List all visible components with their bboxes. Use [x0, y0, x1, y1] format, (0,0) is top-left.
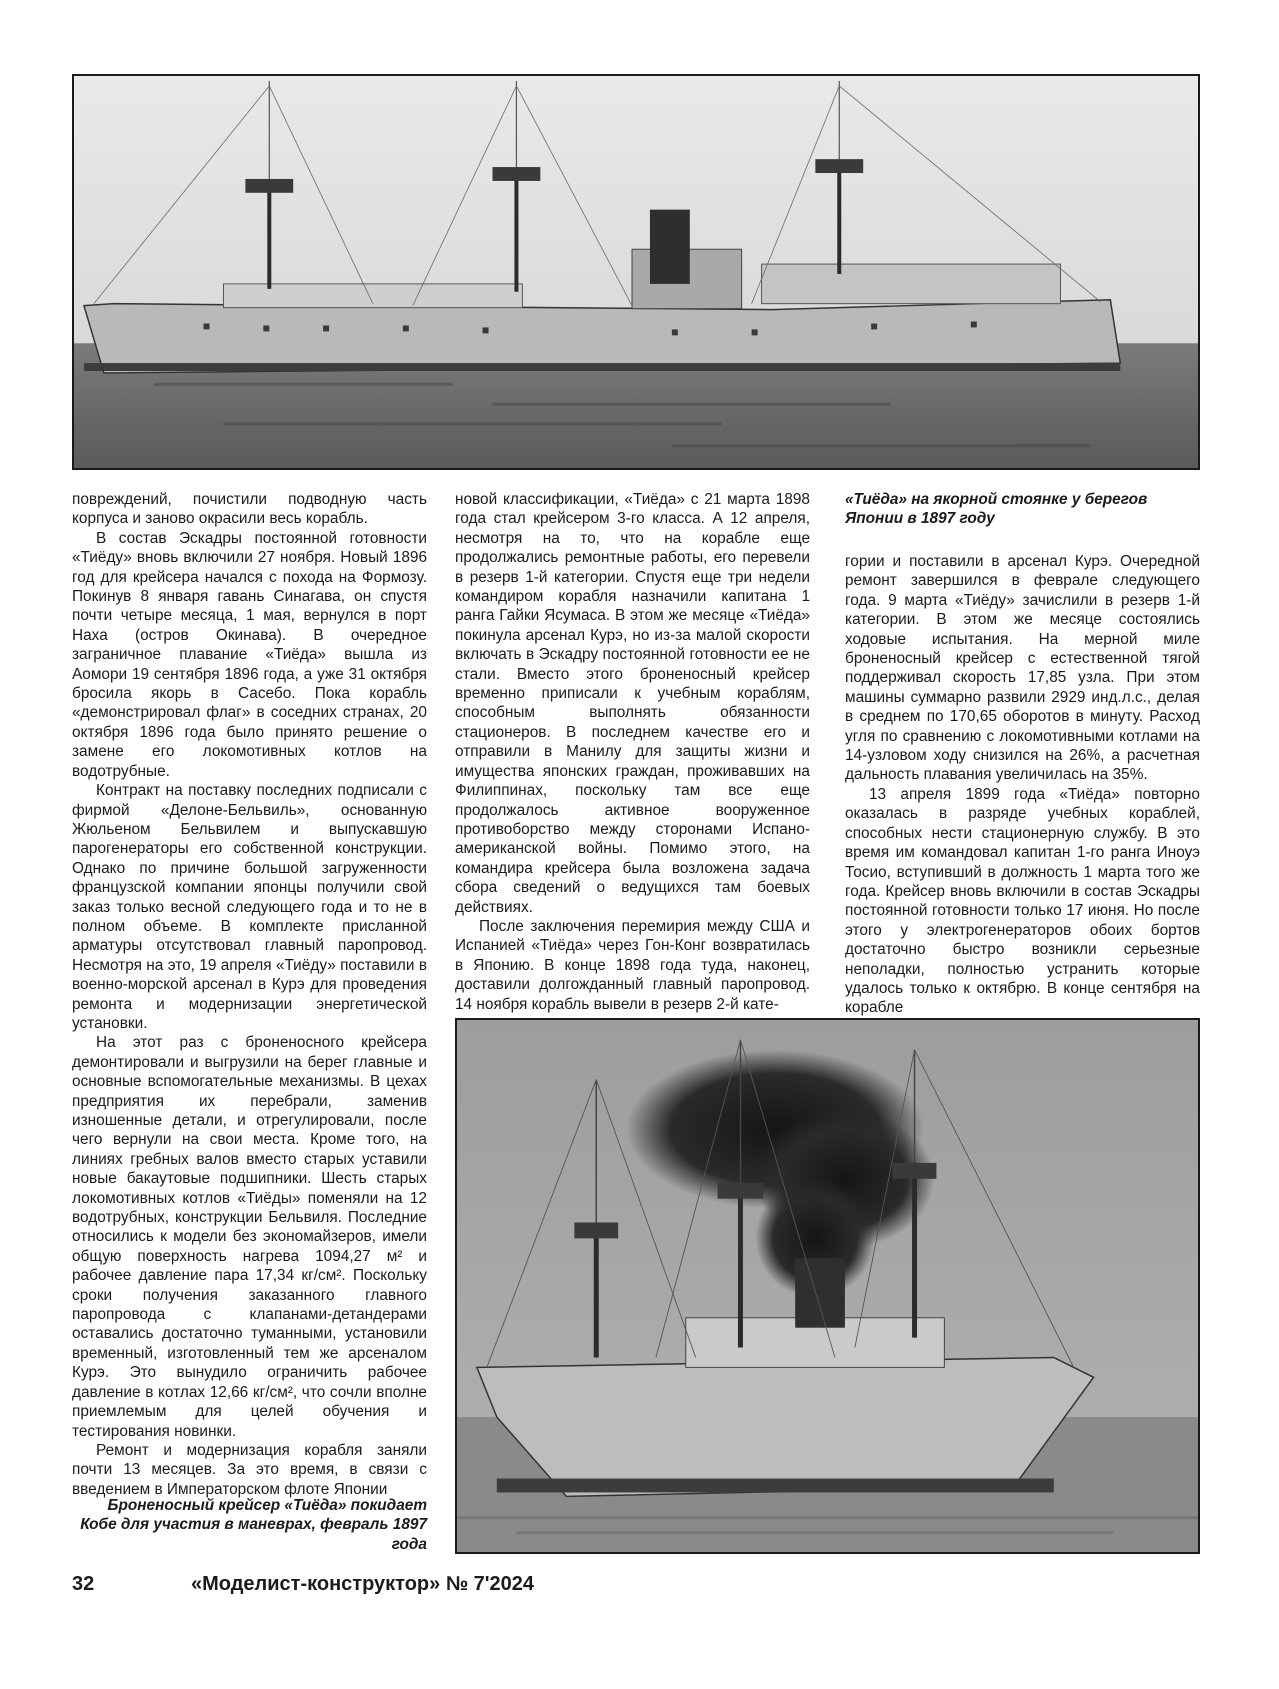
text-column-1	[72, 490, 427, 1499]
paragraph: новой классификации, «Тиёда» с 21 марта 1898 года стал крейсером 3-го класса. А 12 апреля, несмотря на то, что на корабле еще продолжались ремонтные работы, его перевели в резерв 1-й категории. Спустя еще три недели командиром корабля назначили капитана 1 ранга Гайки Ясумаса. В этом же месяце «Тиёда» покинула арсенал Курэ, но из-за малой скорости включать в Эскадру постоянной готовности ее не стали. Вместо этого броненосный крейсер временно приписали к учебным кораблям, способным выполнять обязанности стационеров. В последнем качестве его и отправили в Манилу для защиты жизни и имущества японских граждан, проживавших на Филиппинах, поскольку там все еще продолжалось активное вооруженное противоборство между сторонами Испано-американской войны. Помимо этого, на командира крейсера была возложена задача сбора сведений о ведущихся там боевых действиях.	[455, 491, 810, 916]
paragraph: Контракт на поставку последних подписали с фирмой «Делоне-Бельвиль», основанную Жюльеном Бельвилем и выпускавшую парогенераторы его собственной конструкции. Однако по причине большой загруженности французской компании японцы получили свой заказ только весной следующего года и то не в полном объеме. В комплекте присланной арматуры отсутствовал главный паропровод. Несмотря на это, 19 апреля «Тиёду» поставили в военно-морской арсенал в Курэ для проведения ремонта и модернизации энергетической установки.	[72, 782, 427, 1032]
caption-bottom-photo: Броненосный крейсер «Тиёда» покидает Кобе для участия в маневрах, февраль 1897 года	[80, 1497, 427, 1553]
text-column-2	[455, 490, 810, 1014]
paragraph: гории и поставили в арсенал Курэ. Очередной ремонт завершился в феврале следующего года. 9 марта «Тиёду» зачислили в резерв 1-й категории. В этом же месяце состоялись ходовые испытания. На мерной миле броненосный крейсер с естественной тягой поддерживал скорость 17,85 узла. При этом машины суммарно развили 2929 инд.л.с., делая в среднем по 170,65 оборотов в минуту. Расход угля по сравнению с локомотивными котлами на 14-узловом ходу снизился на 26%, а расчетная дальность плавания увеличилась на 35%.	[845, 553, 1200, 784]
paragraph: 13 апреля 1899 года «Тиёда» повторно оказалась в разряде учебных кораблей, способных нести стационерную службу. В это время им командовал капитан 1-го ранга Иноуэ Тосио, вступивший в должность 1 марта того же года. Крейсер вновь включили в состав Эскадры постоянной готовности только 17 июня. Но после этого у электрогенераторов обоих бортов достаточно быстро возникли серьезные неполадки, полностью устранить которые удалось только к октябрю. В конце сентября на корабле	[845, 785, 1200, 1017]
photo-cruiser-leaving-kobe	[455, 1018, 1200, 1554]
paragraph: После заключения перемирия между США и Испанией «Тиёда» через Гон-Конг возвратилась в Японию. В конце 1898 года туда, наконец, доставили долгожданный главный паропровод. 14 ноября корабль вывели в резерв 2-й кате-	[455, 917, 810, 1013]
text-column-3	[845, 552, 1200, 1018]
paragraph: Ремонт и модернизация корабля заняли почти 13 месяцев. За это время, в связи с введением в Императорском флоте Японии	[72, 1441, 427, 1498]
photo-cruiser-at-anchor	[72, 74, 1200, 470]
page-number: 32	[72, 1573, 95, 1595]
journal-title: «Моделист-конструктор» № 7'2024	[191, 1573, 535, 1595]
paragraph: На этот раз с броненосного крейсера демонтировали и выгрузили на берег главные и основные вспомогательные механизмы. В цехах предприятия их перебрали, заменив изношенные детали, и отрегулировали, после чего вернули на свои места. Кроме того, на линиях гребных валов вместо старых уставили новые бакаутовые подшипники. Шесть старых локомотивных котлов «Тиёды» поменяли на 12 водотрубных, конструкции Бельвиля. Последние относились к модели без экономайзеров, имели общую поверхность нагрева 1094,27 м² и рабочее давление пара 17,34 кг/см². Поскольку сроки получения заказанного главного паропровода с клапанами-детандерами оставались достаточно туманными, установили временный, изготовленный тем же арсеналом Курэ. Это вынудило ограничить рабочее давление в котлах 12,66 кг/см², что сочли вполне приемлемым для целей обучения и тестирования новинки.	[72, 1034, 427, 1440]
cruiser-at-anchor-image	[74, 76, 1198, 468]
paragraph: В состав Эскадры постоянной готовности «Тиёду» вновь включили 27 ноября. Новый 1896 год для крейсера начался с похода на Формозу. Покинув 8 января гавань Синагава, он спустя почти четыре месяца, 1 мая, вернулся в порт Наха (остров Окинава). В очередное заграничное плавание «Тиёда» вышла из Аомори 19 сентября 1896 года, а уже 31 октября бросила якорь в Сасебо. Пока корабль «демонстрировал флаг» в соседних странах, 20 октября 1896 года было принято решение о замене его локомотивных котлов на водотрубные.	[72, 529, 427, 780]
paragraph: повреждений, почистили подводную часть корпуса и заново окрасили весь корабль.	[72, 491, 427, 528]
cruiser-leaving-kobe-image	[457, 1020, 1198, 1552]
caption-top-photo: «Тиёда» на якорной стоянке у берегов Японии в 1897 году	[845, 491, 1148, 528]
